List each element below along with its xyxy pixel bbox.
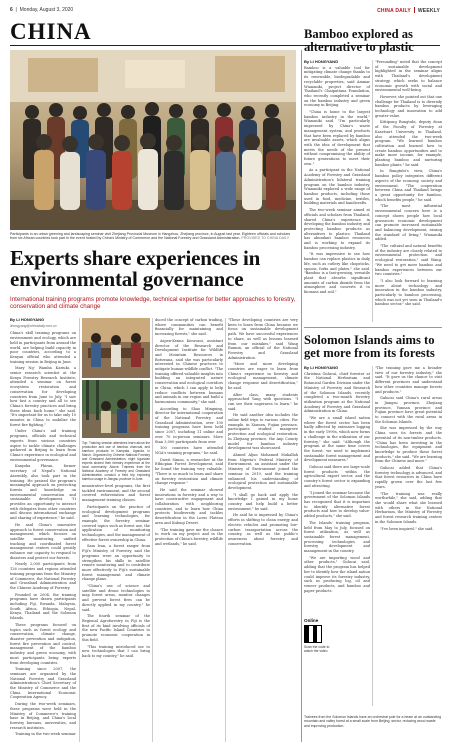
paragraph: "I've been inspired," she said.	[380, 526, 434, 531]
paragraph: China's skill training programs on environment and ecology, which are held in participants from around the world, are helping build capacity in poor countries, according to a Kenyan official who attended a training session in Beijing in June.	[10, 331, 76, 364]
training-photo-bottom	[82, 380, 150, 438]
main-subhead: International training programs promote knowledge, technical expertise for better approaches to forestry, conservation and climate change	[10, 296, 296, 311]
main-photo	[10, 50, 296, 230]
paragraph: "I shall go back and apply the knowledge I gained in my home country and help build a better environment," he said.	[228, 492, 298, 511]
paragraph: "The cultural and natural benefits of the industry are closely related to environmental protection and ecological restoration," said Wang. "We need to get more bamboo and bamboo experiences between our two countries."	[375, 244, 442, 277]
paragraph: duced the concept of carbon trading, where communities can benefit financially for maintaining and increasing forests," she said.	[155, 318, 223, 337]
main-byline: By LI HONGYANG	[10, 317, 45, 322]
paragraph: Training in the two-week seminar	[15, 732, 76, 737]
main-story-col4	[228, 318, 298, 548]
qr-code-icon[interactable]	[304, 625, 322, 643]
paragraph: Nearly 2,000 participants from 126 countries and regions attended training programs from the Ministry of Commerce, the National Forestry and Grassland Administration and the Chinese Academy of Forestry.	[10, 562, 76, 590]
issue-date: Monday, August 3, 2020	[19, 7, 74, 13]
paragraph: Sam Ivan, a forest ranger from Fiji's Ministry of Forestry, said the programs were an opportunity to strengthen his skills in satellite remote monitoring and to contribute more effectively to Fiji's sustainable forest management and climate change plans.	[82, 544, 150, 582]
paragraph: Kittipong Rungtubi, deputy dean of the Faculty of Forestry at Kasetsart University in Thailand, also attended the two-week program. "We learned bamboo cultivation and learned how to create bamboo opportunities and to make more income, for example, planting bamboo and nurturing bamboo plants," he said.	[375, 120, 442, 167]
paragraph: Founded in 2004, the training programs have drawn participants including Fiji, Rwanda, Malaysia, South Africa, Ethiopia, Nepal, Kenya, Thailand and the Solomon Islands.	[10, 592, 76, 621]
paragraph: The two-week seminar aimed at officials and scholars from Thailand, shared China's experience in developing the bamboo industry and protecting bamboo products as alternatives to plastics. Thailand has abundant bamboo resources and is working to expand its bamboo processing industry.	[304, 208, 370, 250]
paragraph: "China is home to the largest bamboo industry in the world," Wiananiki said. "I'm particularly impressed by China's waste management system, and products that have been replaced by bamboo are invaluable assets, which aligns with the idea of development that meets the needs of the present without compromising the ability of future generations to meet their own."	[304, 110, 370, 166]
column-divider	[225, 318, 226, 742]
rail-divider	[301, 50, 302, 742]
main-headline: Experts share experiences in environmental governance	[10, 246, 261, 291]
solomon-headline: Solomon Islands aims to get more from its forests	[304, 333, 435, 361]
paragraph: Participants on the practice of ecological development programs and learning technologies, for example, the forestry seminar covered topics such as forest use, the application of monitoring technologies, and the management of effective forest ownership in China.	[82, 504, 150, 542]
paragraph: Gulucai said China's rural areas in Jiangsu province, Zhejiang province, Yunnan province and Fujian province have great potential to connect with the rural areas in the Solomon Islands.	[375, 396, 442, 424]
paragraph: 100 countries have attended NGA's training programs," he said.	[155, 446, 223, 455]
paragraph: Training since 2007, the seminars are organized by the National Forestry and Grassland Administration's Chief Secretary of the Ministry of Commerce and the China International Economic Cooperation Agency.	[10, 667, 76, 700]
main-photo-caption-text: Participants in an urban greening and landscaping seminar visit Zhejiang Provincial Museum in Hangzhou, Zhejiang province, in August last year. Eighteen officials and scholars from six African countries took part in the event hosted by China's Ministry of Commerce and the National Forestry and Grassland Administration.	[10, 232, 291, 241]
paragraph: "The training gave me the chance to work on my project and in the protection of China's forestry, wildlife and wetlands," he said.	[155, 527, 223, 546]
paragraph: In Rungtubi's view, China's bamboo policy integrates different aspects of the economy, society and environment. "The cooperation between China and Thailand brings a great opportunity for bamboo, which benefits people," he said.	[375, 169, 442, 202]
online-note: Scan the code to watch the video	[304, 645, 330, 653]
column-divider	[79, 318, 80, 742]
paragraph: He said another idea includes the online field trips to various cities. For example, in Xiamen, Fujian province, participants studied mangrove protection and ecological restoration. In Zhejiang province, the Anji County model for bamboo industry development was showcased.	[228, 413, 298, 451]
paragraph: The Islands' training program, held from May to July, focused on forest utilization, as well as sustainable forest management, processing technologies and forestry development and management in the country.	[304, 520, 370, 554]
paragraph: Gulucai added that China's forestry technology is advanced, and that forest resources in China have rapidly grown over the last few years.	[375, 466, 442, 489]
solomon-col2	[375, 366, 442, 533]
bottom-caption: Trainees from the Solomon Islands have an orchestral pole for a beam at an outstanding mountain and valley forest at a small scale from Beijing, sector, reducing wood waste and improving production.	[304, 715, 442, 728]
paragraph: "It was impressive to see how bamboo can replace plastics in daily life, such as cutlery like chopsticks, spoons, forks and plates," she said. "Bamboo is a fast-growing, versatile plant that absorbs significant amounts of carbon dioxide from the atmosphere and converts it to biomass and soil."	[304, 252, 370, 295]
bamboo-headline: Bamboo explored as alternative to plastic	[304, 27, 414, 55]
folio	[10, 7, 440, 17]
paragraph: According to Shao Mingxing, director for international cooperation of the National Forestry and Grassland Administration, over 100 training programs have been held since 2007, including 11 online and over 70 in-person seminars. More than 3,000 participants from over	[155, 406, 223, 444]
paragraph: He said China's innovative approach to forest conservation and management, which focuses on satellite monitoring, unified tracking and coordinated forest management centers could greatly enhance our capacity to respond to disasters and protect our forests.	[10, 522, 76, 560]
paragraph: As a participant in the National Academy of Forestry and Grassland Administration's bilateral training program on the bamboo industry, Wiananiki explored a wide range of bamboo products, including those used in food, medicine, textiles, building materials and handicrafts.	[304, 168, 370, 206]
paragraph: Kanyeka Phiran, former secretary of Nepal's National Assembly, also took part in the training. He praised the program's meaningful approach on protecting forests and knowledge on environmental conservation and sustainable development. "It provides an opportunity to interact with delegates from other countries and discuss international exchange and sharing of experience," he said.	[10, 464, 76, 521]
paragraph: "More and more developing countries are eager to learn from China's experience in forestry and ecological management, climate change response and desertification," he said.	[228, 362, 298, 390]
section-title: CHINA	[10, 19, 92, 44]
paragraph: Under China's aid training programs, officials and technical experts from various countries aspire to tackle climate challenges gathered in Beijing to learn from China's experience in ecological and environmental governance.	[10, 429, 76, 462]
paragraph: He said he is impressed by China's efforts in shifting to clean energy and electric vehicles and promoting low-carbon transportation across the country, as well as the public's awareness about forestry and conservation.	[228, 513, 298, 546]
paragraph: Aspen-Kenna Keravani, assistant director of the Research and Development Institute for Wildlife and Mountain Resources in Botswana, said she was particularly interested in Chinese practices to mitigate human-wildlife conflict. "The training offered valuable insights into building an integrated nature conservation and ecological corridors in China, which I can apply to help reduce conflicts between humans and animals in our region and build a harmonious community," she said.	[155, 338, 223, 404]
paragraph: "The most influential environmental concern here is a concept shows people how local grassroots economic development can promote increased sustainable and balancing development, raising the standard of living," Wiananiki added.	[375, 204, 442, 242]
main-photo-credit: PROVIDED TO CHINA DAILY	[241, 236, 290, 241]
folio-right	[377, 7, 440, 14]
main-photo-caption	[10, 232, 296, 241]
paragraph: Dawit Simon, a researcher at the Ethiopian Forest Development, said he found the training very valuable. "There is so much to learn and share on forestry restoration and climate change response."	[155, 457, 223, 486]
page-number: 6	[10, 7, 13, 13]
paragraph: After class, many students approached Yang with questions. "I can see their eagerness to learn," he said.	[228, 392, 298, 411]
paragraph: ministrative-level programs, the first tackled environment, and the second covered reforestation and forest management training classes.	[82, 484, 150, 503]
story-separator	[304, 327, 442, 328]
online-title: Online	[304, 618, 319, 623]
paragraph: "We are a small island nation where the forest sector has been badly affected by extensive logging in the early 1990s, which now forms a challenge in the utilization of our forestry," she said. "Although the program at the same time covers the forest, we need to implement sustainable forest management and development measures."	[304, 416, 370, 463]
paragraph: "This training introduced me to new technologies that I can bring back to my country," he said.	[82, 644, 150, 658]
bamboo-col2	[375, 60, 442, 309]
paragraph: During the two-week seminars, these programs were held in the Ministry of Commerce's training base in Beijing, and China's local forestry bureaus, universities, and research institutes.	[10, 702, 76, 730]
paragraph: "Persuading" noted that the concept of sustainable development highlighted in the seminar aligns with Thailand's development strategy, which seeks to balance economic growth with social and environmental well-being.	[375, 60, 442, 93]
paragraph: "I joined the seminar because the government of the Solomon Islands has recognized that it is important to identify alternative forest products and how to develop value-added products," she said.	[304, 490, 370, 519]
bamboo-col1	[304, 60, 370, 297]
paragraph: Ahmed Aljun Mohamed Mukallah from Nigeria's Federal Ministry of Environment, an assistant under the Ministry of Environment joined the seminar in 2019, said the training enhanced his understanding of ecological protection and sustainable development.	[228, 452, 298, 490]
paragraph: Christina Gulucai, chief forester at the National Herbarium and Botanical Garden Division under the Ministry of Forestry and Research of the Solomon Islands, recently completed a two-month forestry utilization program at the National Academy of Forestry and Grassland Administration in China.	[304, 371, 370, 414]
solomon-col1	[304, 366, 370, 614]
paragraph: "I also look forward to learning more about technology and innovation in the bamboo industry, particularly to bamboo processing, which was not yet seen in Thailand's bamboo sector," she said.	[375, 278, 442, 307]
paragraph: Bamboo is a valuable tool for mitigating climate change thanks to its renewable, biodegradable and recyclable properties, said Ammar Wiananiki, project director of Thailand's Chaipattana Foundation, who recently completed a seminar on the bamboo industry and green economy in Beijing.	[304, 65, 370, 108]
folio-divider	[414, 7, 415, 13]
online-box	[304, 618, 332, 653]
paragraph: These programs focused on topics such as forest ecology and conservation, climate change, disaster prevention and mitigation, forest fire prevention and control, management of the bamboo industry and green economy, with most participants being experts from developing countries.	[10, 622, 76, 665]
main-email: lihongyang@chinadaily.com.cn	[10, 323, 57, 328]
paragraph: "The training was really worthwhile," she said, adding that she would share what she learned with others in the National Herbarium, the Ministry of Forestry and forest research training centers in the Solomon Islands.	[375, 491, 442, 524]
solomon-byline: By LI HONGYANG	[304, 366, 339, 370]
main-story-col1	[10, 318, 76, 739]
paper-name: CHINA DAILY	[377, 8, 411, 14]
paragraph: He said the seminar showed innovations in forestry and a way to have constructive engagement and collaboration with neighboring countries, and to learn how China protects biodiversity and tackles desertification in the Loess Plateau area and Kubuqi Desert.	[155, 487, 223, 525]
bamboo-byline: By LI HONGYANG	[304, 59, 339, 64]
paragraph: "These developing countries are very keen to learn from China because we focus on sustainable development path. We have successful experiences to share, as well as lessons learned from our mistakes," said Wang Ruimin, an official of the National Forestry and Grassland Administration.	[228, 318, 298, 360]
folio-left: 6 | Monday, August 3, 2020	[10, 7, 74, 13]
paragraph: The fourth seminar of the Regional Agroforestry in Fiji is the first of its kind involving officials of the new Pacific Island Countries to promote economic cooperation in this field.	[82, 614, 150, 642]
column-divider	[372, 366, 373, 706]
main-story-col3	[155, 318, 223, 548]
paragraph: Gulucai said there are large-scale forest products within the agricultural export sector, and the country's forest sector is expanding and attracting.	[304, 465, 370, 488]
main-story-col2	[82, 318, 150, 661]
paragraph: However, she pointed out that one challenge for Thailand is to diversify bamboo products by leveraging technology and innovation to add greater value.	[375, 94, 442, 118]
paragraph: "The training gave me a broader view of our forestry industry," she said. "It gave us the chance to visit different provinces and understand how other countries manage forests and products."	[375, 366, 442, 394]
column-divider	[152, 318, 153, 742]
paragraph: "China's use of science and satellite and drone technologies to map forest areas, monitor changes and prevent forest fires can be directly applied in my country," he said.	[82, 584, 150, 612]
edition-name: WEEKLY	[417, 8, 440, 14]
paragraph: "We are importing wood and other products," Gulucai said, adding that the program has helped her to identify how the island nation could improve its forestry industry, such as producing log, oil and veneer products, and bamboo and paper products.	[304, 555, 370, 593]
training-photo-top	[82, 318, 150, 378]
column-divider	[372, 60, 373, 322]
paragraph: Mary Ng' Wamba Kariuki, a senior research scientist at the Kenya Forestry Research Institute, attended a seminar on forest ecosystem restoration and conservation for developing countries from June to July. "I saw how fast a country and all to see China's forestry practices and bring these ideas back home," she said. "It's important for us to take only 10 minutes in China to mobilize the forest fire fighting."	[10, 366, 76, 427]
training-photo-caption: Top: Training session attendees learn about the production and use of bamboo charcoal, and bamboo products in Kampala, Uganda, in March. Organized by Chinese National Forestry and Grassland Administration, eight Ugandan experts shared their forestry experience at the local community. Above: Trainees from the National Academy of Forestry and Grassland Administration conduct a field trip exploring bamboo usage in Jiangsu province in June.	[82, 441, 150, 481]
paragraph: She was impressed by the way China uses its forests and the potential of its non-timber products. "China has been investing in the technologies, the equipment and knowledge to produce these forest products," she said. "We are learning from the Chinese and more."	[375, 426, 442, 464]
